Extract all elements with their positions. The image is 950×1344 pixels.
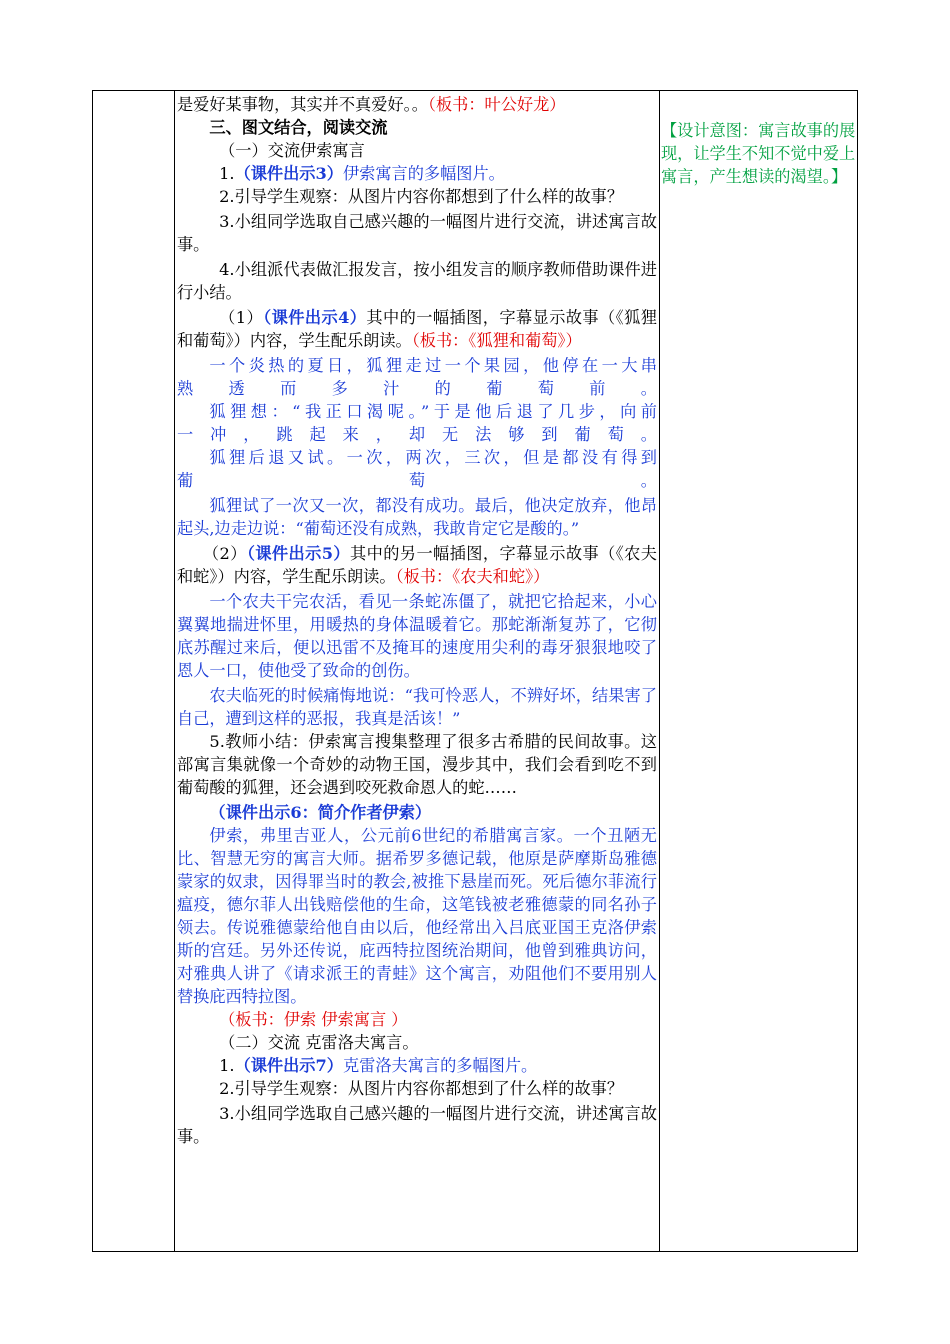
step-2: 2.引导学生观察：从图片内容你都想到了什么样的故事？ — [219, 187, 624, 206]
fox-story-line-1a: 一个炎热的夏日，狐狸走过一个果园，他停在一大串 — [209, 356, 657, 375]
board-line-1: 是爱好某事物，其实并不真爱好。。（板书：叶公好龙） — [177, 95, 566, 114]
step-1: 1.（课件出示3）伊索寓言的多幅图片。 — [219, 164, 505, 183]
part-1-intro: （1）（课件出示4）其中的一幅插图，字幕显示故事（《狐狸和葡萄》）内容，学生配乐朗读。（板书：《狐狸和葡萄》） — [177, 308, 657, 350]
column-divider-right — [659, 91, 660, 1251]
subheading-krylov: （二）交流 克雷洛夫寓言。 — [219, 1033, 419, 1052]
fox-story-line-1b: 熟透而多汁的葡萄前。 — [177, 379, 657, 398]
section-heading-3: 三、图文结合，阅读交流 — [209, 118, 388, 137]
fox-story-line-4: 狐狸试了一次又一次，都没有成功。最后，他决定放弃，他昂起头,边走边说：“葡萄还没有成熟，我敢肯定它是酸的。” — [177, 496, 657, 538]
krylov-step-2: 2.引导学生观察：从图片内容你都想到了什么样的故事？ — [219, 1079, 624, 1098]
step-3: 3.小组同学选取自己感兴趣的一幅图片进行交流，讲述寓言故事。 — [177, 212, 657, 254]
design-intent-note: 【设计意图：寓言故事的展现，让学生不知不觉中爱上寓言，产生想读的渴望。】 — [661, 121, 856, 186]
step-5-summary: 5.教师小结：伊索寓言搜集整理了很多古希腊的民间故事。这部寓言集就像一个奇妙的动物王国，漫步其中，我们会看到吃不到葡萄酸的狐狸，还会遇到咬死救命恩人的蛇…… — [177, 732, 657, 797]
krylov-step-1: 1.（课件出示7）克雷洛夫寓言的多幅图片。 — [219, 1056, 538, 1075]
step-4: 4.小组派代表做汇报发言，按小组发言的顺序教师借助课件进行小结。 — [177, 260, 657, 302]
fox-story-line-3b: 葡萄。 — [177, 471, 657, 490]
subheading-aesop: （一）交流伊索寓言 — [219, 141, 365, 160]
board-aesop: （板书：伊索 伊索寓言 ） — [219, 1010, 408, 1029]
fox-story-line-3a: 狐狸后退又试。一次，两次，三次，但是都没有得到 — [209, 448, 657, 467]
lesson-table — [92, 90, 858, 1252]
column-divider-left — [174, 91, 175, 1251]
snake-story-paragraph-1: 一个农夫干完农活，看见一条蛇冻僵了，就把它拾起来，小心翼翼地揣进怀里，用暖热的身体温暖着它。那蛇渐渐复苏了，它彻底苏醒过来后，便以迅雷不及掩耳的速度用尖利的毒牙狠狠地咬了恩人一口，使他受了致命的创伤。 — [177, 592, 657, 680]
aesop-bio: 伊索，弗里吉亚人，公元前6世纪的希腊寓言家。一个丑陋无比、智慧无穷的寓言大师。据希罗多德记载，他原是萨摩斯岛雅德蒙家的奴隶，因得罪当时的教会,被推下悬崖而死。死后德尔菲流行瘟疫，德尔菲人出钱赔偿他的生命，这笔钱被老雅德蒙的同名孙子领去。传说雅德蒙给他自由以后，他经常出入吕底亚国王克洛伊索斯的宫廷。另外还传说，庇西特拉图统治期间，他曾到雅典访问，对雅典人讲了《请求派王的青蛙》这个寓言，劝阻他们不要用别人替换庇西特拉图。 — [177, 826, 657, 1006]
part-2-intro: （2）（课件出示5）其中的另一幅插图，字幕显示故事（《农夫和蛇》）内容，学生配乐朗读。（板书：《农夫和蛇》） — [177, 544, 657, 586]
snake-story-paragraph-2: 农夫临死的时候痛悔地说：“我可怜恶人，不辨好坏，结果害了自己，遭到这样的恶报，我真是活该！” — [177, 686, 657, 728]
teaching-process-column — [177, 93, 657, 1148]
courseware-6-heading: （课件出示6：简介作者伊索） — [209, 803, 432, 822]
fox-story-line-2a: 狐狸想：“我正口渴呢。”于是他后退了几步，向前 — [209, 402, 657, 421]
krylov-step-3: 3.小组同学选取自己感兴趣的一幅图片进行交流，讲述寓言故事。 — [177, 1104, 657, 1146]
fox-story-line-2b: 一冲，跳起来，却无法够到葡萄。 — [177, 425, 657, 444]
